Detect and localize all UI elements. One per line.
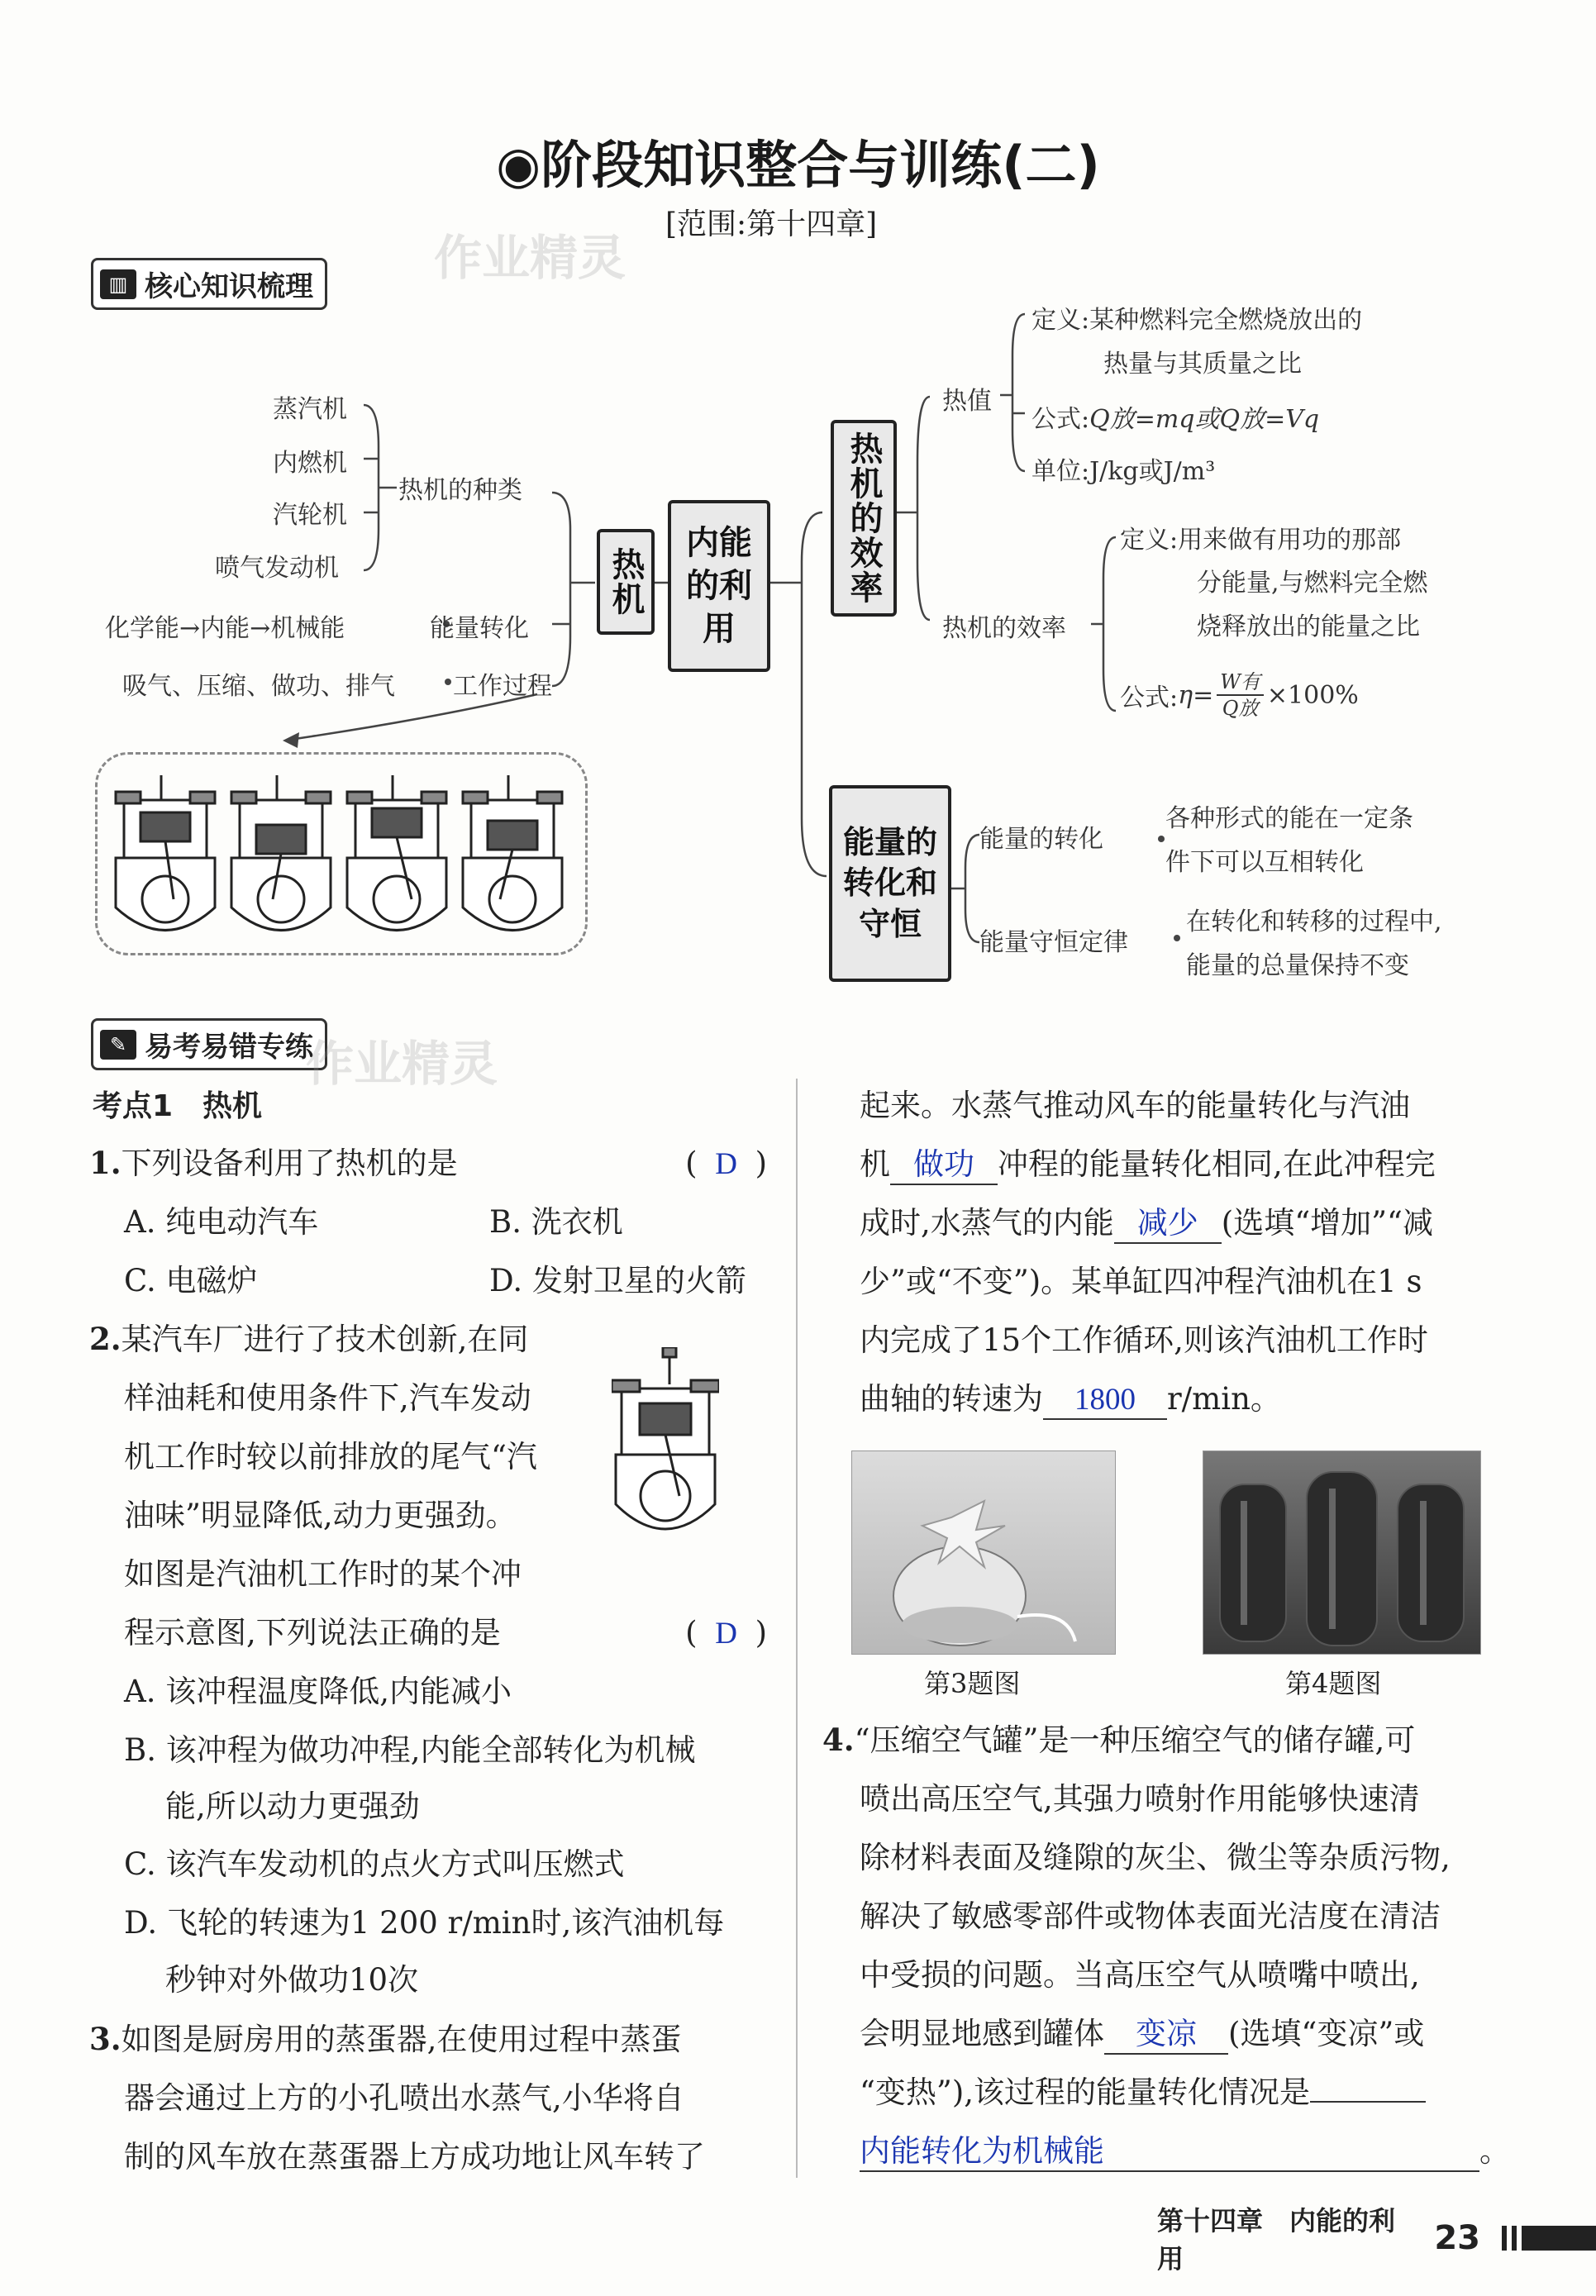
q3-right-line1: 起来。水蒸气推动风车的能量转化与汽油 xyxy=(860,1088,1410,1123)
pencil-icon: ✎ xyxy=(100,1030,136,1060)
q1-option-d: D. 发射卫星的火箭 xyxy=(489,1263,746,1298)
q3-right-line6b: r/min。 xyxy=(1167,1381,1281,1417)
efficiency-def-line3: 烧释放出的能量之比 xyxy=(1197,612,1420,641)
calorific-formula-key: 公式: xyxy=(1031,405,1090,434)
conservation-law-label: 能量守恒定律 xyxy=(979,928,1128,957)
calorific-formula-value: Q放=mq或Q放=Vq xyxy=(1089,405,1320,434)
q4-line4: 解决了敏感零部件或物体表面光洁度在清洁 xyxy=(860,1898,1441,1934)
q4-line5: 中受损的问题。当高压空气从喷嘴中喷出, xyxy=(860,1957,1420,1993)
q2-option-b-line2: 能,所以动力更强劲 xyxy=(165,1789,420,1824)
fig3-photo xyxy=(851,1450,1116,1655)
air-tank-image xyxy=(1203,1451,1480,1654)
work-process-label: 工作过程 xyxy=(453,672,552,701)
q2-line6: 程示意图,下列说法正确的是 xyxy=(124,1615,501,1651)
efficiency-formula xyxy=(1120,669,1359,721)
q2-number: 2. xyxy=(89,1321,121,1357)
error-practice-label: 易考易错专练 xyxy=(145,1031,313,1064)
q1-option-a: A. 纯电动汽车 xyxy=(124,1204,319,1240)
q3-right-line3b: (选填“增加”“减 xyxy=(1221,1205,1433,1241)
heat-engine-efficiency-node: 热机的效率 xyxy=(831,420,897,617)
watermark-2: 作业精灵 xyxy=(306,1036,498,1092)
efficiency-def-line2: 分能量,与燃料完全燃 xyxy=(1197,569,1428,598)
q2-option-d-line1: D. 飞轮的转速为1 200 r/min时,该汽油机每 xyxy=(124,1905,725,1941)
q1-option-b: B. 洗衣机 xyxy=(489,1204,623,1240)
q3-blank-internal-energy: 减少 xyxy=(1114,1206,1222,1244)
q2-option-b-line1: B. 该冲程为做功冲程,内能全部转化为机械 xyxy=(124,1732,696,1768)
efficiency-def-line1: 用来做有用功的那部 xyxy=(1178,526,1402,555)
chapter-scope: [范围:第十四章] xyxy=(665,207,878,241)
q4-blank-energy: 内能转化为机械能 xyxy=(860,2134,1479,2172)
efficiency-formula-eta: η= xyxy=(1178,680,1214,710)
book-icon: ▥ xyxy=(100,269,136,299)
q3-line1: 如图是厨房用的蒸蛋器,在使用过程中蒸蛋 xyxy=(121,2022,682,2057)
q3-number: 3. xyxy=(89,2021,121,2057)
kaodian-heading: 考点1 热机 xyxy=(93,1089,263,1123)
fig4-caption: 第4题图 xyxy=(1285,1668,1382,1699)
fig4-photo xyxy=(1203,1450,1481,1655)
q3-line2: 器会通过上方的小孔喷出水蒸气,小华将自 xyxy=(124,2080,684,2116)
q4-blank-spacer xyxy=(1310,2101,1426,2103)
efficiency-formula-denominator: Q放 xyxy=(1222,697,1259,720)
efficiency-def-key: 定义: xyxy=(1120,526,1179,555)
calorific-def-line2: 热量与其质量之比 xyxy=(1103,350,1302,379)
conservation-law-line2: 能量的总量保持不变 xyxy=(1186,951,1409,980)
q1-text: 下列设备利用了热机的是 xyxy=(121,1146,458,1181)
energy-conversion-line1: 各种形式的能在一定条 xyxy=(1165,804,1413,833)
q3-line3: 制的风车放在蒸蛋器上方成功地让风车转了 xyxy=(124,2139,705,2175)
energy-conservation-node: 能量的转化和守恒 xyxy=(829,785,951,982)
q4-blank-feel: 变凉 xyxy=(1104,2017,1228,2055)
q1-option-c: C. 电磁炉 xyxy=(124,1263,258,1298)
q4-line6b: (选填“变凉”或 xyxy=(1228,2016,1425,2051)
efficiency-label: 热机的效率 xyxy=(942,614,1066,643)
page-title: ◉阶段知识整合与训练(二) xyxy=(496,135,1100,195)
q2-line6-row: 程示意图,下列说法正确的是 ( D ) xyxy=(124,1615,767,1651)
q4-number: 4. xyxy=(822,1722,855,1758)
q4-line6a: 会明显地感到罐体 xyxy=(860,2016,1104,2051)
type-jet-engine: 喷气发动机 xyxy=(215,554,339,583)
egg-steamer-image xyxy=(852,1451,1115,1654)
energy-conversion-value: 化学能→内能→机械能 xyxy=(105,614,345,643)
watermark: 作业精灵 xyxy=(434,230,626,286)
energy-conversion-branch-label: 能量的转化 xyxy=(979,825,1103,854)
calorific-def-line1: 某种燃料完全燃烧放出的 xyxy=(1089,306,1363,335)
page-footer xyxy=(1157,2200,1596,2276)
root-node: 内能的利用 xyxy=(668,500,770,672)
engine-types-label: 热机的种类 xyxy=(398,476,522,505)
q3-right-line2b: 冲程的能量转化相同,在此冲程完 xyxy=(998,1146,1436,1182)
efficiency-formula-key: 公式: xyxy=(1120,684,1179,712)
q4-line3: 除材料表面及缝隙的灰尘、微尘等杂质污物, xyxy=(860,1840,1451,1875)
core-knowledge-label: 核心知识梳理 xyxy=(145,270,313,303)
unit-value: J/kg或J/m³ xyxy=(1089,457,1216,486)
q2-line2: 样油耗和使用条件下,汽车发动 xyxy=(124,1380,531,1416)
page-number: 23 xyxy=(1434,2219,1480,2257)
fig3-caption: 第3题图 xyxy=(924,1668,1021,1699)
efficiency-formula-numerator: W有 xyxy=(1217,669,1264,696)
error-practice-badge xyxy=(91,1018,327,1070)
type-turbine: 汽轮机 xyxy=(273,501,347,530)
q3-right-line2a: 机 xyxy=(860,1146,890,1182)
calorific-value-label: 热值 xyxy=(942,387,992,416)
q2-line3: 机工作时较以前排放的尾气“汽 xyxy=(124,1439,537,1474)
unit-key: 单位: xyxy=(1031,457,1090,486)
energy-conversion-label: 能量转化 xyxy=(430,614,529,643)
work-process-value: 吸气、压缩、做功、排气 xyxy=(122,672,395,701)
q4-line2: 喷出高压空气,其强力喷射作用能够快速清 xyxy=(860,1781,1420,1817)
efficiency-formula-tail: ×100% xyxy=(1266,680,1359,710)
type-steam-engine: 蒸汽机 xyxy=(273,395,347,424)
type-ic-engine: 内燃机 xyxy=(273,449,347,478)
footer-bars-icon xyxy=(1502,2226,1596,2251)
q2-line1: 某汽车厂进行了技术创新,在同 xyxy=(121,1322,529,1357)
q3-right-line4: 少”或“不变”)。某单缸四冲程汽油机在1 s xyxy=(860,1264,1422,1299)
q3-right-line5: 内完成了15个工作循环,则该汽油机工作时 xyxy=(860,1322,1428,1358)
q1-answer: D xyxy=(715,1147,737,1181)
q3-blank-rpm: 1800 xyxy=(1043,1382,1167,1420)
q2-engine-figure xyxy=(612,1347,719,1546)
column-divider xyxy=(796,1079,798,2178)
q3-blank-stroke: 做功 xyxy=(890,1147,998,1185)
q3-right-line3a: 成时,水蒸气的内能 xyxy=(860,1205,1114,1241)
q4-line1: “压缩空气罐”是一种压缩空气的储存罐,可 xyxy=(854,1722,1416,1758)
conservation-law-line1: 在转化和转移的过程中, xyxy=(1186,907,1442,936)
four-stroke-diagram xyxy=(95,752,588,955)
q1-stem: 1.下列设备利用了热机的是 ( D ) xyxy=(89,1145,767,1181)
q4-end: 。 xyxy=(1479,2133,1510,2169)
q2-line5: 如图是汽油机工作时的某个冲 xyxy=(124,1556,522,1592)
q4-line7: “变热”),该过程的能量转化情况是 xyxy=(860,2074,1311,2110)
q2-answer: D xyxy=(715,1617,737,1651)
energy-conversion-line2: 件下可以互相转化 xyxy=(1165,848,1364,877)
q3-right-line6a: 曲轴的转速为 xyxy=(860,1381,1043,1417)
calorific-def-key: 定义: xyxy=(1031,306,1090,335)
four-stroke-engines xyxy=(98,755,585,953)
q2-option-c: C. 该汽车发动机的点火方式叫压燃式 xyxy=(124,1846,625,1882)
q1-number: 1. xyxy=(89,1145,121,1181)
heat-engine-node: 热机 xyxy=(597,529,655,635)
q2-option-d-line2: 秒钟对外做功10次 xyxy=(165,1962,419,1998)
q2-line4: 油味”明显降低,动力更强劲。 xyxy=(124,1498,517,1533)
q2-option-a: A. 该冲程温度降低,内能减小 xyxy=(124,1674,512,1709)
footer-chapter: 第十四章 内能的利用 xyxy=(1157,2205,1396,2275)
